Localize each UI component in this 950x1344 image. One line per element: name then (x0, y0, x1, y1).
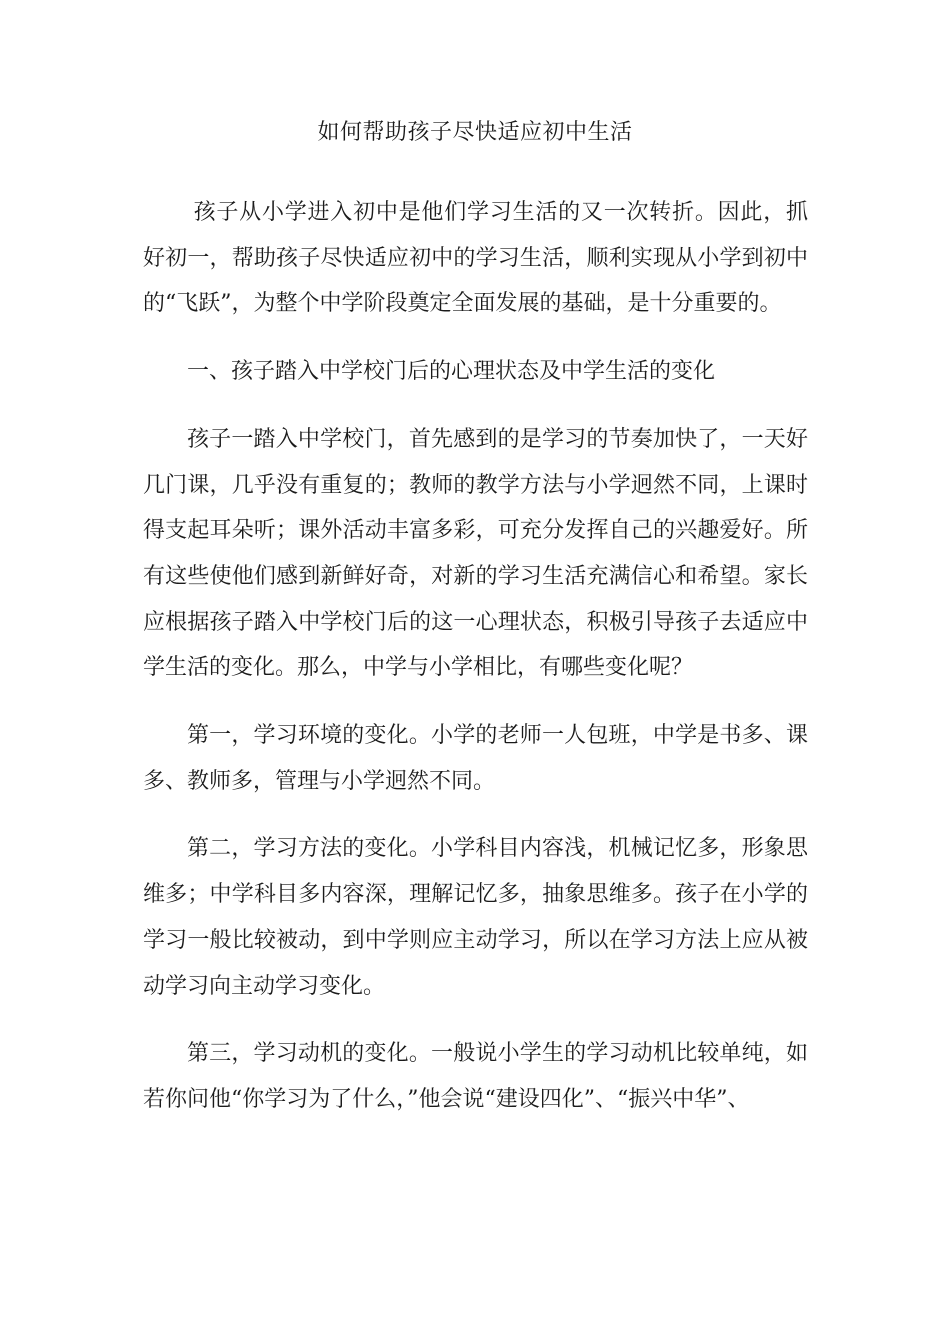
body-paragraph: 第一，学习环境的变化。小学的老师一人包班，中学是书多、课多、教师多，管理与小学迥然不同。 (143, 723, 808, 794)
body-paragraph: 第二，学习方法的变化。小学科目内容浅，机械记忆多，形象思维多；中学科目多内容深，理解记忆多，抽象思维多。孩子在小学的学习一般比较被动，到中学则应主动学习，所以在学习方法上应从被动学习向主动学习变化。 (143, 836, 808, 999)
document-body (143, 190, 808, 1145)
intro-paragraph: 孩子从小学进入初中是他们学习生活的又一次转折。因此，抓好初一，帮助孩子尽快适应初中的学习生活，顺利实现从小学到初中的“飞跃”，为整个中学阶段奠定全面发展的基础，是十分重要的。 (143, 200, 808, 317)
document-title: 如何帮助孩子尽快适应初中生活 (317, 120, 633, 145)
section-heading: 一、孩子踏入中学校门后的心理状态及中学生活的变化 (187, 359, 716, 385)
body-paragraph: 第三，学习动机的变化。一般说小学生的学习动机比较单纯，如若你问他“你学习为了什么，”他会说“建设四化”、“振兴中华”、 (143, 1041, 808, 1112)
body-paragraph: 孩子一踏入中学校门，首先感到的是学习的节奏加快了，一天好几门课，几乎没有重复的；教师的教学方法与小学迥然不同，上课时得支起耳朵听；课外活动丰富多彩，可充分发挥自己的兴趣爱好。所有这些使他们感到新鲜好奇，对新的学习生活充满信心和希望。家长应根据孩子踏入中学校门后的这一心理状态，积极引导孩子去适应中学生活的变化。那么，中学与小学相比，有哪些变化呢？ (143, 426, 808, 681)
